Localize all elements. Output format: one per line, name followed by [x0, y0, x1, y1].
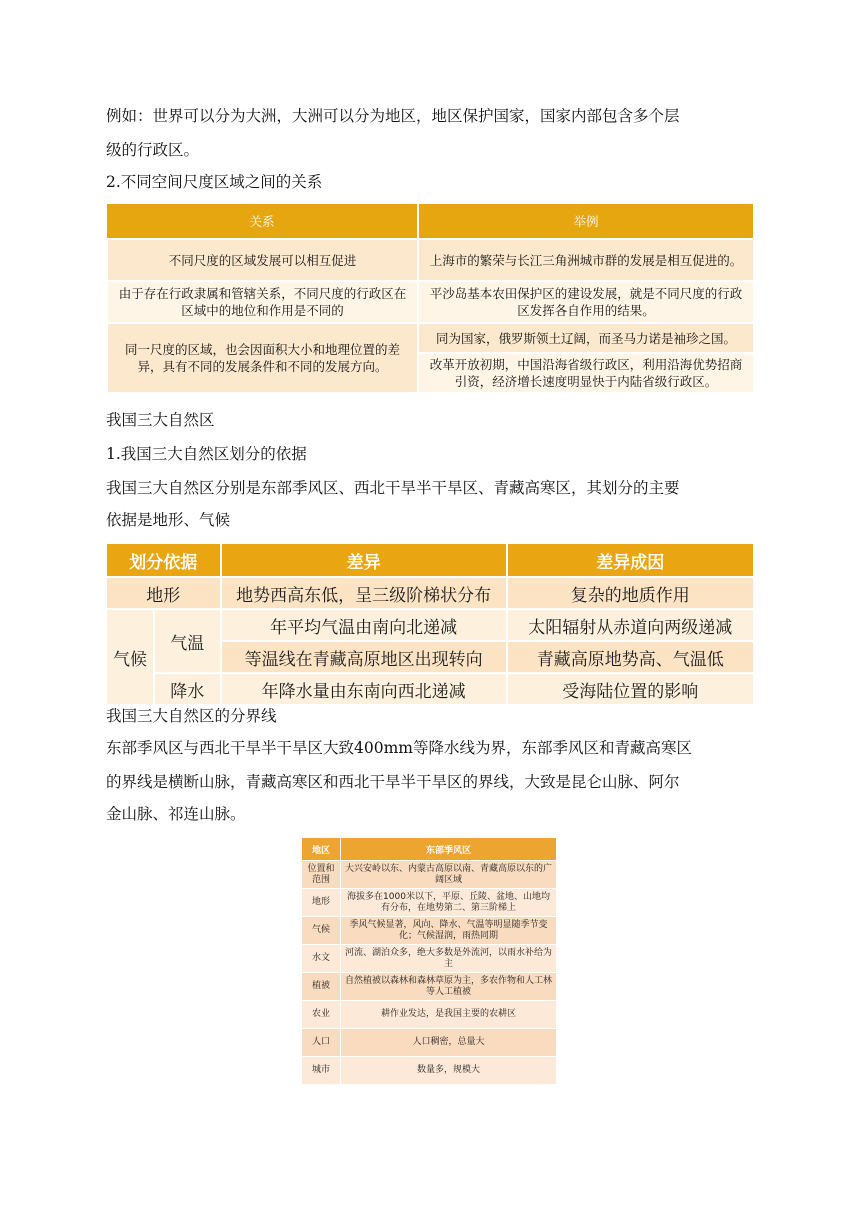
table-cell: 大兴安岭以东、内蒙古高原以南、青藏高原以东的广阔区域: [341, 861, 557, 889]
table-cell: 地势西高东低，呈三级阶梯状分布: [221, 577, 507, 609]
table-cell: 平沙岛基本农田保护区的建设发展，就是不同尺度的行政区发挥各自作用的结果。: [418, 281, 754, 323]
table-cell: 耕作业发达，是我国主要的农耕区: [341, 1001, 557, 1029]
table-cell: 改革开放初期，中国沿海省级行政区，利用沿海优势招商引资，经济增长速度明显快于内陆省级行政区。: [418, 353, 754, 393]
section-subtitle-basis: 1.我国三大自然区划分的依据: [106, 445, 307, 463]
table-cell: 气温: [154, 609, 221, 673]
boundary-paragraph-line-3: 金山脉、祁连山脉。: [106, 805, 246, 823]
table-cell: 自然植被以森林和森林草原为主，多农作物和人工林等人工植被: [341, 973, 557, 1001]
table-cell: 不同尺度的区域发展可以相互促进: [107, 239, 418, 281]
section-title-three-regions: 我国三大自然区: [106, 411, 215, 429]
table3-header-region: 地区: [302, 838, 341, 861]
table-cell: 年降水量由东南向西北递减: [221, 673, 507, 705]
section-heading-relations: 2.不同空间尺度区域之间的关系: [106, 173, 323, 191]
table-cell: 地形: [302, 889, 341, 917]
table-cell: 城市: [302, 1057, 341, 1085]
table-cell: 人口稠密，总量大: [341, 1029, 557, 1057]
table-cell: 位置和范围: [302, 861, 341, 889]
table-cell: 同一尺度的区域，也会因面积大小和地理位置的差异，具有不同的发展条件和不同的发展方向。: [107, 323, 418, 393]
table-cell: 季风气候显著，风向、降水、气温等明显随季节变化；气候湿润，雨热同期: [341, 917, 557, 945]
table-cell: 太阳辐射从赤道向两级递减: [507, 609, 754, 641]
table-cell: 植被: [302, 973, 341, 1001]
table-cell: 年平均气温由南向北递减: [221, 609, 507, 641]
table-cell: 河流、湖泊众多，绝大多数是外流河，以雨水补给为主: [341, 945, 557, 973]
boundary-paragraph-line-2: 的界线是横断山脉，青藏高寒区和西北干旱半干旱区的界线，大致是昆仑山脉、阿尔: [106, 773, 680, 791]
table-cell: 青藏高原地势高、气温低: [507, 641, 754, 673]
table-cell: 气候: [302, 917, 341, 945]
relations-table: [106, 204, 755, 394]
basis-paragraph-line-2: 依据是地形、气候: [106, 511, 231, 529]
table2-header-cause: 差异成因: [507, 543, 754, 577]
eastern-monsoon-table: [301, 837, 557, 1085]
table2-header-difference: 差异: [221, 543, 507, 577]
table-cell: 人口: [302, 1029, 341, 1057]
basis-paragraph-line-1: 我国三大自然区分别是东部季风区、西北干旱半干旱区、青藏高寒区，其划分的主要: [106, 479, 680, 497]
section-title-boundaries: 我国三大自然区的分界线: [106, 707, 277, 725]
table-cell: 农业: [302, 1001, 341, 1029]
table-cell: 数量多，规模大: [341, 1057, 557, 1085]
table1-header-example: 举例: [418, 204, 754, 239]
table2-header-basis: 划分依据: [106, 543, 221, 577]
table-cell: 等温线在青藏高原地区出现转向: [221, 641, 507, 673]
table-cell: 上海市的繁荣与长江三角洲城市群的发展是相互促进的。: [418, 239, 754, 281]
table-cell: 降水: [154, 673, 221, 705]
intro-line-1: 例如：世界可以分为大洲，大洲可以分为地区，地区保护国家，国家内部包含多个层: [106, 107, 680, 125]
table-cell: 同为国家，俄罗斯领土辽阔，而圣马力诺是袖珍之国。: [418, 323, 754, 353]
table-cell: 海拔多在1000米以下，平原、丘陵、盆地、山地均有分布，在地势第二、第三阶梯上: [341, 889, 557, 917]
division-basis-table: [105, 542, 755, 706]
intro-line-2: 级的行政区。: [106, 141, 200, 159]
table3-header-eastern-monsoon: 东部季风区: [341, 838, 557, 861]
table1-header-relation: 关系: [107, 204, 418, 239]
table-cell: 复杂的地质作用: [507, 577, 754, 609]
table-cell: 受海陆位置的影响: [507, 673, 754, 705]
table-cell: 地形: [106, 577, 221, 609]
boundary-paragraph-line-1: 东部季风区与西北干旱半干旱区大致400mm等降水线为界，东部季风区和青藏高寒区: [106, 739, 692, 757]
table-cell: 气候: [106, 609, 154, 705]
table-cell: 水文: [302, 945, 341, 973]
table-cell: 由于存在行政隶属和管辖关系，不同尺度的行政区在区域中的地位和作用是不同的: [107, 281, 418, 323]
